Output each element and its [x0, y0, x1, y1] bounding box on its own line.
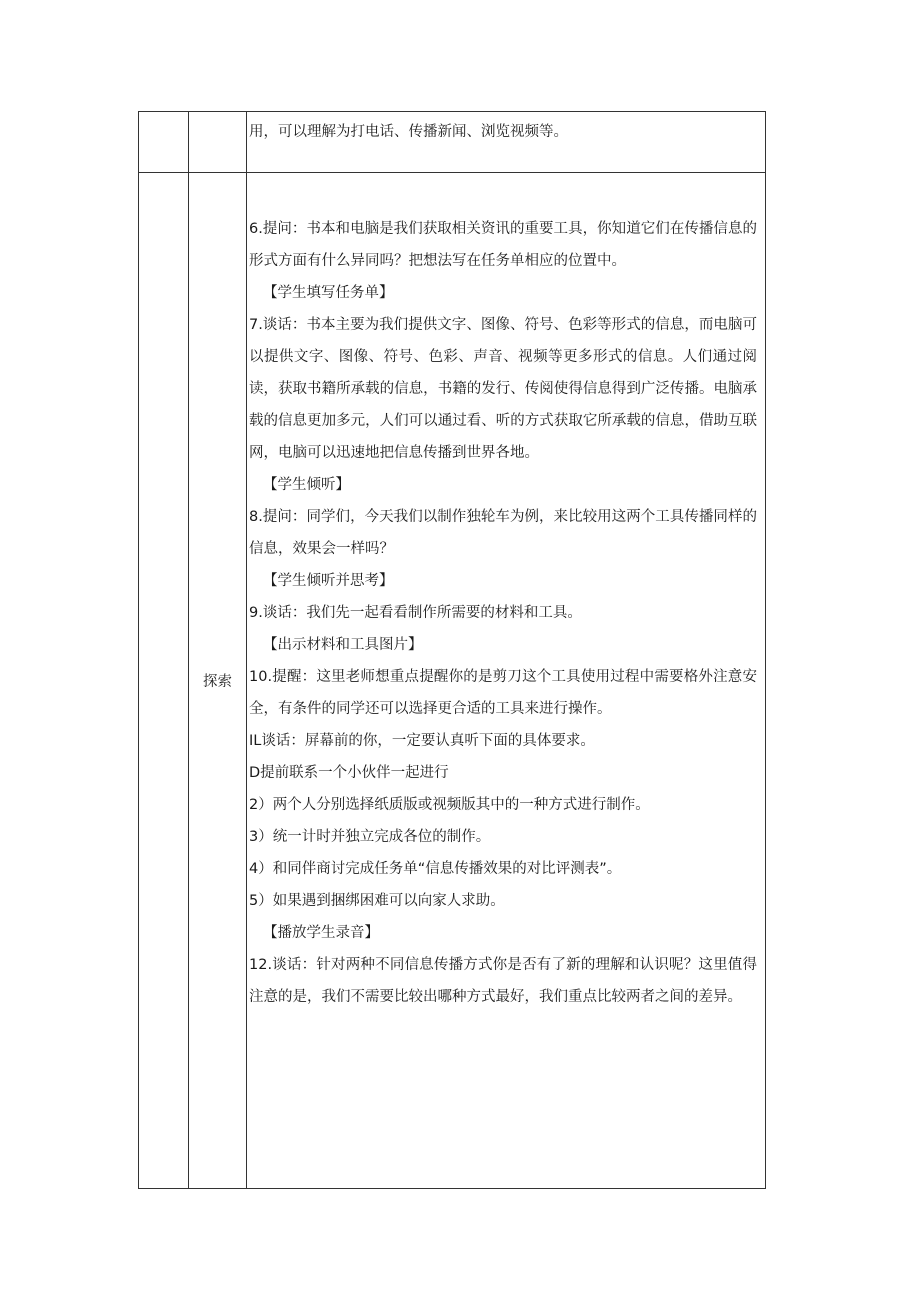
activity-note: 【学生倾听】: [263, 477, 350, 493]
section-cell: [189, 112, 247, 173]
requirement-item: 4）和同伴商讨完成任务单“信息传播效果的对比评测表”。: [249, 861, 622, 877]
requirement-item: D提前联系一个小伙伴一起进行: [249, 765, 449, 781]
stage-cell: [139, 112, 189, 173]
content-cell: [247, 173, 766, 1189]
activity-note: 【学生倾听并思考】: [263, 573, 394, 589]
requirement-item: 2）两个人分别选择纸质版或视频版其中的一种方式进行制作。: [249, 797, 650, 813]
stage-cell: [139, 173, 189, 1189]
activity-note: 【学生填写任务单】: [263, 285, 394, 301]
section-label: 探索: [189, 173, 247, 1189]
requirement-item: 5）如果遇到捆绑困难可以向家人求助。: [249, 893, 505, 909]
table-row: [139, 173, 766, 1189]
paragraph-talk-12: 12.谈话：针对两种不同信息传播方式你是否有了新的理解和认识呢？这里值得注意的是，我们不需要比较出哪种方式最好，我们重点比较两者之间的差异。: [249, 957, 757, 1005]
paragraph-question-8: 8.提问：同学们，今天我们以制作独轮车为例，来比较用这两个工具传播同样的信息，效果会一样吗？: [249, 509, 757, 557]
activity-note: 【播放学生录音】: [263, 925, 379, 941]
continued-paragraph: 用，可以理解为打电话、传播新闻、浏览视频等。: [249, 124, 568, 140]
paragraph-talk-7: 7.谈话：书本主要为我们提供文字、图像、符号、色彩等形式的信息，而电脑可以提供文字、图像、符号、色彩、声音、视频等更多形式的信息。人们通过阅读，获取书籍所承载的信息，书籍的发行、传阅使得信息得到广泛传播。电脑承载的信息更加多元，人们可以通过看、听的方式获取它所承载的信息，借助互联网，电脑可以迅速地把信息传播到世界各地。: [249, 317, 757, 461]
paragraph-talk-9: 9.谈话：我们先一起看看制作所需要的材料和工具。: [249, 605, 582, 621]
content-cell: [247, 112, 766, 173]
requirement-item: 3）统一计时并独立完成各位的制作。: [249, 829, 491, 845]
paragraph-talk-11: IL谈话：屏幕前的你，一定要认真听下面的具体要求。: [249, 733, 595, 749]
explore-content: [247, 173, 765, 1013]
activity-note: 【出示材料和工具图片】: [263, 637, 423, 653]
table-row: [139, 112, 766, 173]
paragraph-reminder-10: 10.提醒：这里老师想重点提醒你的是剪刀这个工具使用过程中需要格外注意安全，有条件的同学还可以选择更合适的工具来进行操作。: [249, 669, 757, 717]
paragraph-question-6: 6.提问：书本和电脑是我们获取相关资讯的重要工具，你知道它们在传播信息的形式方面有什么异同吗？把想法写在任务单相应的位置中。: [249, 221, 757, 269]
lesson-plan-table: [138, 111, 766, 1189]
